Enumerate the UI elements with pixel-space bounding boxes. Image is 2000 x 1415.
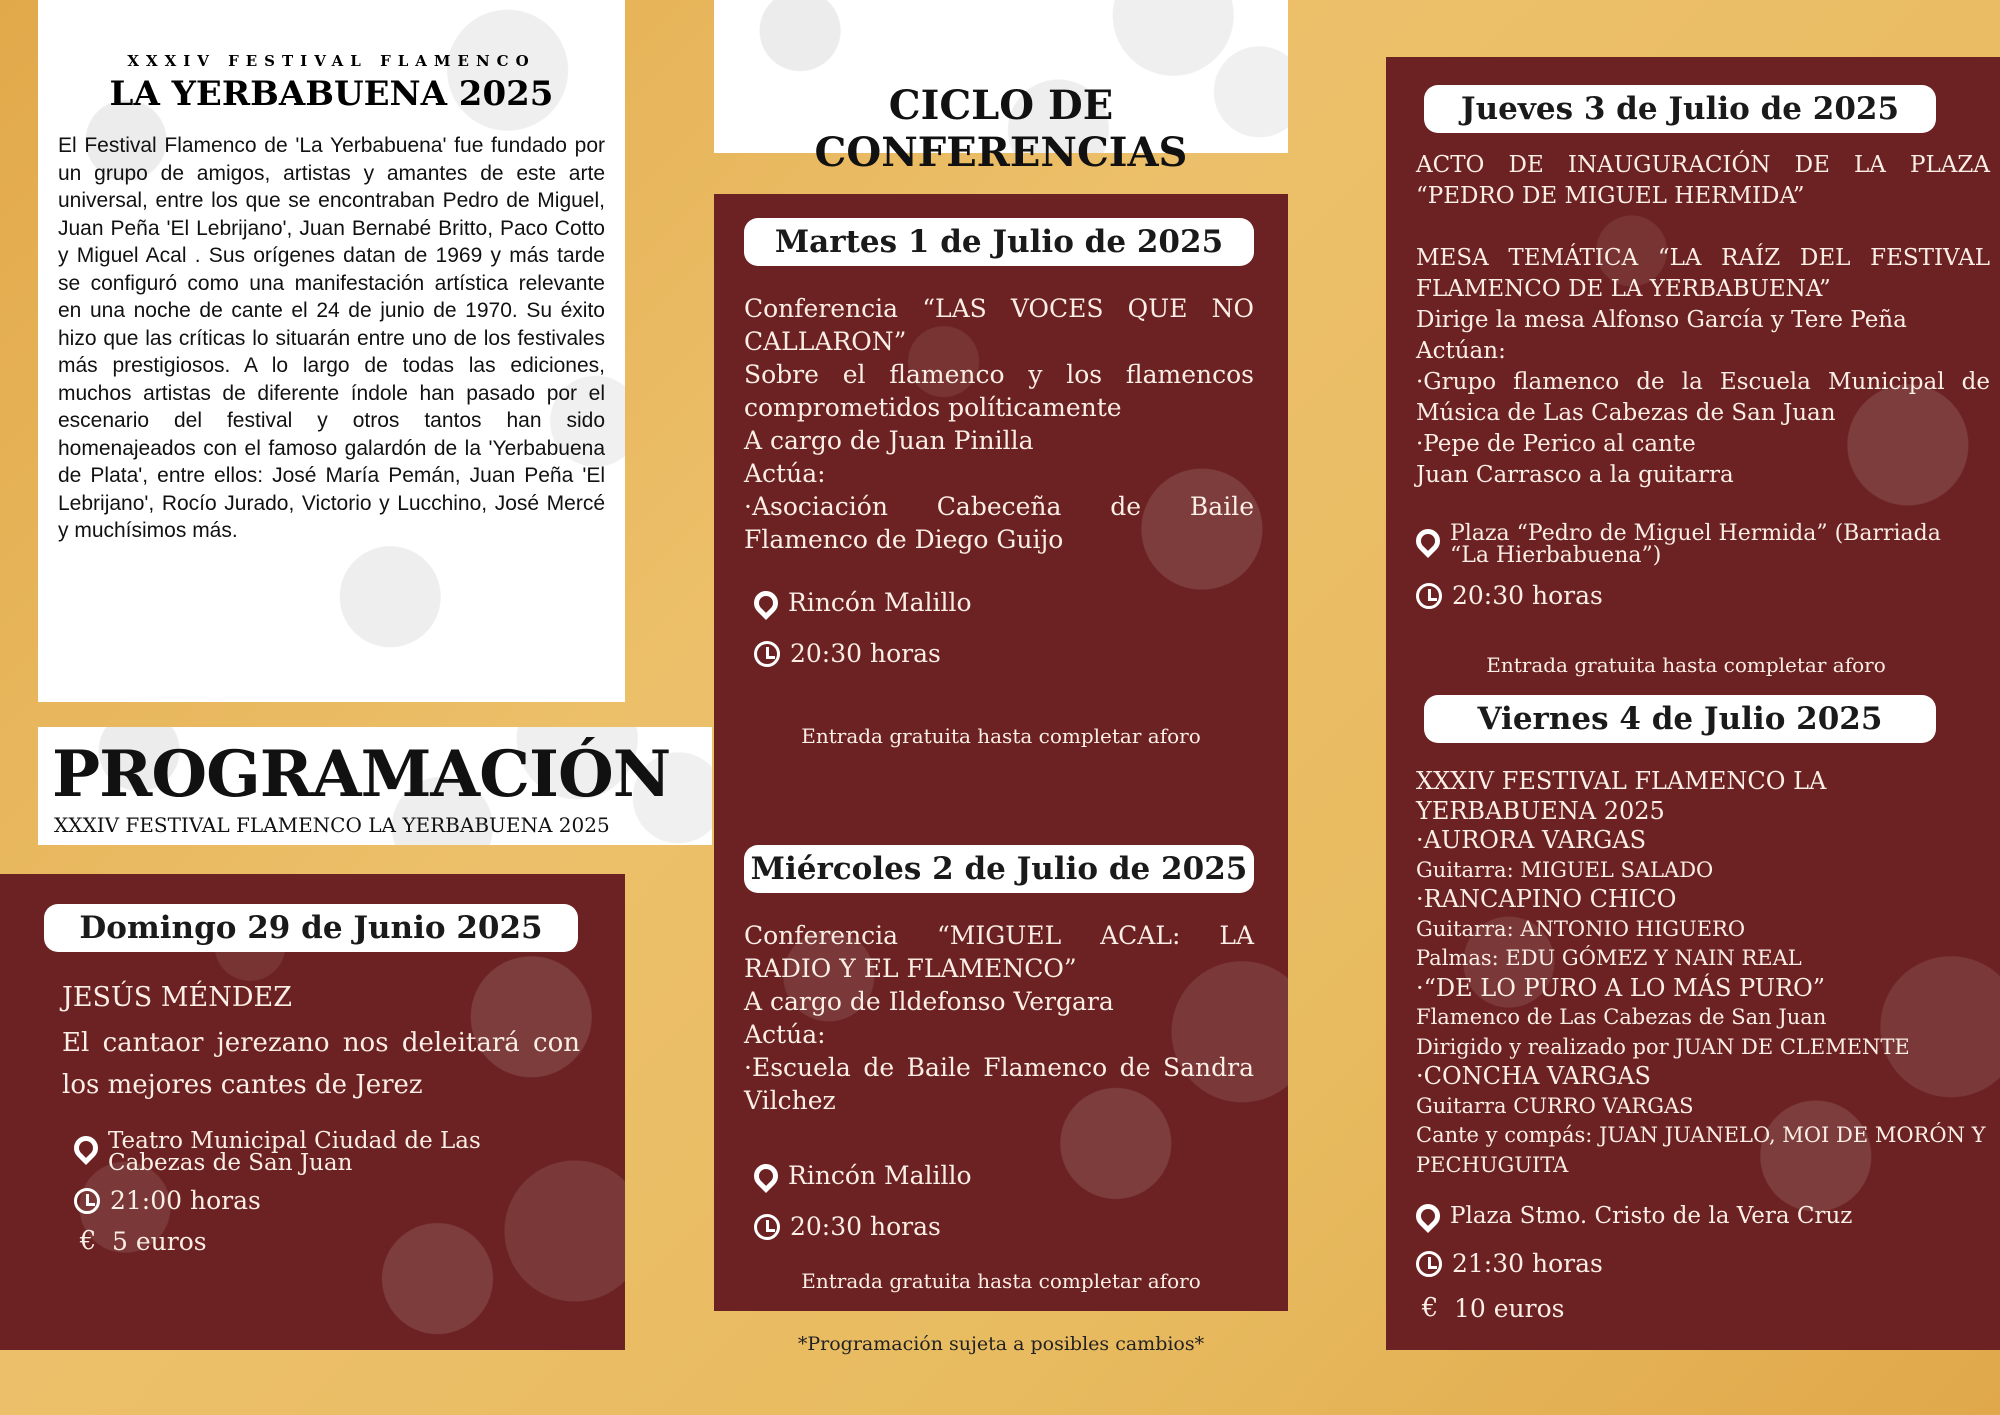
intro-body: El Festival Flamenco de 'La Yerbabuena' fue fundado por un grupo de amigos, artistas y amantes de este arte universal, entre los que se encontraban Pedro de Miguel, Juan Peña 'El Lebrijano', Juan Bernabé Britto, Paco Cotto y Miguel Acal . Sus orígenes datan de 1969 y más tarde se configuró como una manifestación artística relevante en una noche de cante el 24 de junio de 1970. Su éxito hizo que las críticas lo situarán entre uno de los festivales más prestigiosos. A lo largo de todas las ediciones, muchos artistas de diferente índole han pasado por el escenario del festival y otros tantos han sido homenajeados con el famoso galardón de la 'Yerbabuena de Plata', entre ellos: José María Pemán, Juan Peña 'El Lebrijano', Rocío Jurado, Victorio y Lucchino, José Mercé y muchísimos más. — [58, 134, 605, 542]
viernes-place: Plaza Stmo. Cristo de la Vera Cruz — [1416, 1203, 1852, 1229]
jueves-free-entry: Entrada gratuita hasta completar aforo — [1486, 653, 1886, 677]
domingo-artist: JESÚS MÉNDEZ — [62, 982, 292, 1013]
location-pin-icon — [1411, 524, 1445, 558]
miercoles-date: Miércoles 2 de Julio de 2025 — [744, 845, 1254, 893]
viernes-details: XXXIV FESTIVAL FLAMENCO LA YERBABUENA 2025 ·AURORA VARGAS Guitarra: MIGUEL SALADO ·RANCAPINO CHICO Guitarra: ANTONIO HIGUERO Palmas: EDU GÓMEZ Y NAIN REAL ·“DE LO PURO A LO MÁS PURO” Flamenco de Las Cabezas de San Juan Dirigido y realizado por JUAN DE CLEMENTE ·CONCHA VARGAS Guitarra CURRO VARGAS Cante y compás: JUAN JUANELO, MOI DE MORÓN Y PECHUGUITA — [1416, 767, 1986, 1177]
martes-details: Conferencia “LAS VOCES QUE NO CALLARON” Sobre el flamenco y los flamencos comprometidos políticamente A cargo de Juan Pinilla Actúa: ·Asociación Cabeceña de Baile Flamenco de Diego Guijo — [744, 294, 1254, 554]
viernes-date: Viernes 4 de Julio 2025 — [1424, 695, 1936, 743]
programacion-title: PROGRAMACIÓN — [52, 737, 671, 812]
domingo-date: Domingo 29 de Junio 2025 — [44, 904, 578, 952]
jueves-date: Jueves 3 de Julio de 2025 — [1424, 85, 1936, 133]
intro-title: LA YERBABUENA 2025 — [109, 74, 554, 114]
jueves-viernes-panel — [1386, 57, 2000, 1350]
euro-icon: € — [79, 1226, 97, 1256]
location-pin-icon — [1411, 1199, 1445, 1233]
programacion-subtitle: XXXIV FESTIVAL FLAMENCO LA YERBABUENA 2025 — [54, 813, 610, 837]
conferencias-panel — [714, 194, 1288, 1311]
martes-place: Rincón Malillo — [754, 588, 972, 617]
miercoles-free-entry: Entrada gratuita hasta completar aforo — [801, 1269, 1201, 1293]
miercoles-place: Rincón Malillo — [754, 1161, 972, 1190]
clock-icon — [1416, 583, 1442, 609]
viernes-time: 21:30 horas — [1416, 1249, 1603, 1278]
clock-icon — [754, 641, 780, 667]
clock-icon — [1416, 1251, 1442, 1277]
martes-date: Martes 1 de Julio de 2025 — [744, 218, 1254, 266]
miercoles-details: Conferencia “MIGUEL ACAL: LA RADIO Y EL FLAMENCO” A cargo de Ildefonso Vergara Actúa: ·Escuela de Baile Flamenco de Sandra Vilchez — [744, 921, 1254, 1115]
domingo-place: Teatro Municipal Ciudad de Las Cabezas de San Juan — [74, 1130, 584, 1174]
viernes-price: € 10 euros — [1416, 1293, 1565, 1323]
domingo-time: 21:00 horas — [74, 1186, 261, 1215]
martes-free-entry: Entrada gratuita hasta completar aforo — [801, 724, 1201, 748]
clock-icon — [754, 1214, 780, 1240]
ciclo-header — [714, 0, 1288, 176]
martes-time: 20:30 horas — [754, 639, 941, 668]
programacion-band — [38, 727, 712, 845]
euro-icon: € — [1421, 1293, 1439, 1323]
jueves-details: ACTO DE INAUGURACIÓN DE LA PLAZA “PEDRO DE MIGUEL HERMIDA” MESA TEMÁTICA “LA RAÍZ DEL FESTIVAL FLAMENCO DE LA YERBABUENA” Dirige la mesa Alfonso García y Tere Peña Actúan: ·Grupo flamenco de la Escuela Municipal de Música de Las Cabezas de San Juan ·Pepe de Perico al cante Juan Carrasco a la guitarra — [1416, 152, 1990, 488]
jueves-time: 20:30 horas — [1416, 581, 1603, 610]
footnote: *Programación sujeta a posibles cambios* — [797, 1333, 1205, 1355]
location-pin-icon — [749, 1159, 783, 1193]
clock-icon — [74, 1188, 100, 1214]
intro-kicker: XXXIV FESTIVAL FLAMENCO — [127, 52, 536, 70]
domingo-price: € 5 euros — [74, 1226, 207, 1256]
domingo-panel — [0, 874, 625, 1350]
intro-panel — [38, 0, 625, 702]
location-pin-icon — [69, 1131, 103, 1165]
miercoles-time: 20:30 horas — [754, 1212, 941, 1241]
domingo-desc: El cantaor jerezano nos deleitará con los mejores cantes de Jerez — [62, 1028, 580, 1100]
location-pin-icon — [749, 586, 783, 620]
jueves-place: Plaza “Pedro de Miguel Hermida” (Barriada “La Hierbabuena”) — [1416, 523, 1986, 567]
ciclo-title: CICLO DE CONFERENCIAS — [814, 82, 1188, 176]
